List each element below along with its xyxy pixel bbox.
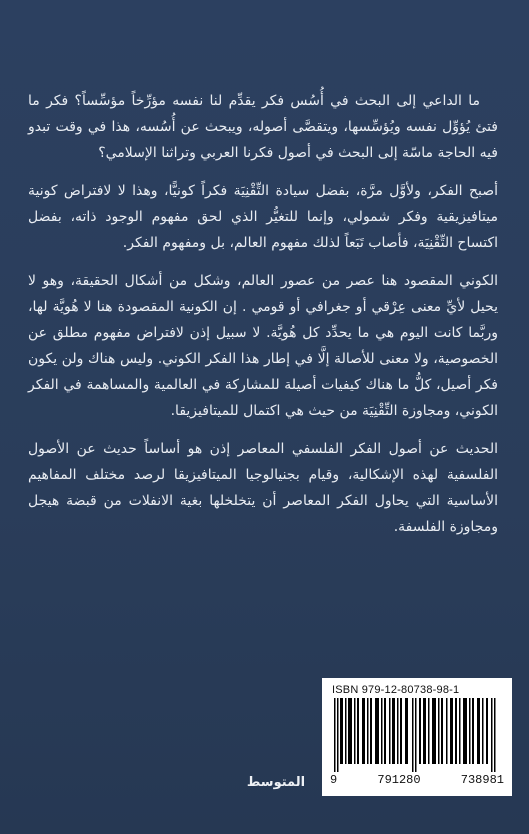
barcode-digit-group: 738981 [460,773,504,787]
blurb-paragraph: الكوني المقصود هنا عصر من عصور العالم، وشكل من أشكال الحقيقة، وهو لا يحيل لأيِّ معنى عِرْقي أو جغرافي أو قومي . إن الكونية المقصودة هنا لا هُويَّة لها، وربَّما كانت اليوم هي ما يحدِّد كل هُويَّة. لا سبيل إذن لافتراض مفهوم مطلق عن الخصوصية، ولا معنى للأصالة إلَّا في إطار هذا الفكر الكوني. وليس هناك ولن يكون فكر أصيل، كلُّ ما هناك كيفيات أصيلة للمشاركة في العالمية والمساهمة في الفكر الكوني، ومجاوزة التِّقْنِيَة من حيث هي اكتمال للميتافيزيقا. [28,273,498,419]
barcode-digit-group: 791280 [377,773,421,787]
publisher-logo: المتوسط [246,775,306,790]
barcode-digit-group: 9 [330,773,338,787]
blurb-paragraph: الحديث عن أصول الفكر الفلسفي المعاصر إذن هو أساساً حديث عن الأصول الفلسفية لهذه الإشكالية، وقيام بجنيالوجيا الميتافيزيقا لرصد مختلف المفاهيم الأساسية التي يحاول الفكر المعاصر أن يتخلخلها بغية الانفلات من قبضة هيجل ومجاوزة الفلسفة. [28,441,498,535]
barcode-icon [330,698,504,772]
blurb-paragraph: أصبح الفكر، ولأوَّل مرَّة، بفضل سيادة التِّقْنِيَة فكراً كونيًّا، وهذا لا لافتراض كونية ميتافيزيقية وفكر شمولي، وإنما للتغيُّر الذي لحق مفهوم الوجود ذاته، بفضل اكتساح التِّقْنِيَة، فأصاب تَبَعاً لذلك مفهوم العالم، بل ومفهوم الفكر. [28,183,498,251]
isbn-barcode-box [322,678,512,796]
blurb-text [28,88,498,552]
barcode-digits [330,773,504,787]
blurb-paragraph: ما الداعي إلى البحث في أُسُس فكر يقدِّم لنا نفسه مؤرِّخاً مؤسِّساً؟ فكر ما فتئ يُؤوِّل نفسه ويُؤسِّسها، ويتقصَّى أصوله، ويبحث عن أُسُسه، هذا في وقت تبدو فيه الحاجة ماسّة إلى البحث في أصول فكرنا العربي وتراثنا الإسلامي؟ [28,93,498,161]
isbn-label: ISBN 979-12-80738-98-1 [332,684,460,696]
